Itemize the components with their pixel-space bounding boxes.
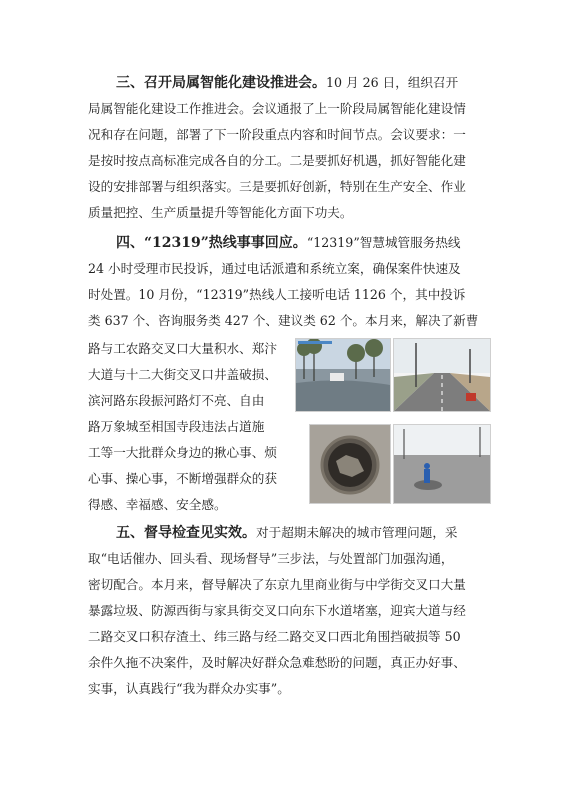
section-4-line-4: 类 637 个、咨询服务类 427 个、建议类 62 个。本月来，解决了新曹 <box>88 313 479 328</box>
section-5-line-1 <box>88 522 488 544</box>
section-3-line-2: 局属智能化建设工作推进会。会议通报了上一阶段局属智能化建设情 <box>88 101 466 116</box>
section-4-line-3: 时处置。10 月份，“12319”热线人工接听电话 1126 个，其中投诉 <box>88 287 466 302</box>
section-3-line-6: 质量把控、生产质量提升等智能化方面下功夫。 <box>88 205 353 220</box>
section-5-heading: 五、督导检查见实效。 <box>116 525 256 541</box>
section-5-line-7: 实事，认真践行“我为群众办实事”。 <box>88 681 290 696</box>
photo-damaged-manhole <box>309 424 391 504</box>
section-4-line-7: 滨河路东段振河路灯不亮、自由 <box>88 393 265 408</box>
section-3-line-1 <box>88 72 488 94</box>
section-5-line-6: 余件久拖不决案件，及时解决好群众急难愁盼的问题，真正办好事、 <box>88 655 466 670</box>
photo-road-repair <box>393 424 491 504</box>
section-4-heading: 四、“12319”热线事事回应。 <box>116 235 307 251</box>
section-3-line-3: 况和存在问题，部署了下一阶段重点内容和时间节点。会议要求：一 <box>88 127 466 142</box>
section-4-line-5: 路与工农路交叉口大量积水、郑汴 <box>88 341 277 356</box>
section-3-text: 10 月 26 日，组织召开 <box>326 75 459 90</box>
section-4-line-8: 路万象城至相国寺段违法占道施 <box>88 419 265 434</box>
section-5-line-3: 密切配合。本月来，督导解决了东京九里商业街与中学街交叉口大量 <box>88 577 466 592</box>
section-5-text: 对于超期未解决的城市管理问题，采 <box>256 525 458 540</box>
photo-flooded-road <box>295 338 391 412</box>
section-4-line-2: 24 小时受理市民投诉，通过电话派遣和系统立案，确保案件快速及 <box>88 261 461 276</box>
section-4-line-6: 大道与十二大街交叉口井盖破损、 <box>88 367 277 382</box>
section-4-line-11: 得感、幸福感、安全感。 <box>88 497 227 512</box>
section-3-line-4: 是按时按点高标准完成各自的分工。二是要抓好机遇，抓好智能化建 <box>88 153 466 168</box>
section-4-line-9: 工等一大批群众身边的揪心事、烦 <box>88 445 277 460</box>
road-repair-photo-icon <box>394 425 490 503</box>
street-photo-icon <box>394 339 490 411</box>
photo-street-view <box>393 338 491 412</box>
flooded-road-photo-icon <box>296 339 390 411</box>
section-3-heading: 三、召开局属智能化建设推进会。 <box>116 75 326 91</box>
photo-collage <box>295 332 493 504</box>
section-5-line-5: 二路交叉口积存渣土、纬三路与经二路交叉口西北角围挡破损等 50 <box>88 629 461 644</box>
section-5-line-4: 暴露垃圾、防源西街与家具街交叉口向东下水道堵塞，迎宾大道与经 <box>88 603 466 618</box>
manhole-photo-icon <box>310 425 390 503</box>
section-5-line-2: 取“电话催办、回头看、现场督导”三步法，与处置部门加强沟通， <box>88 551 454 566</box>
section-4-line-1 <box>88 232 488 254</box>
section-4-line-10: 心事、操心事，不断增强群众的获 <box>88 471 277 486</box>
section-4-text: “12319”智慧城管服务热线 <box>306 235 461 250</box>
section-3-line-5: 设的安排部署与组织落实。三是要抓好创新，特别在生产安全、作业 <box>88 179 466 194</box>
